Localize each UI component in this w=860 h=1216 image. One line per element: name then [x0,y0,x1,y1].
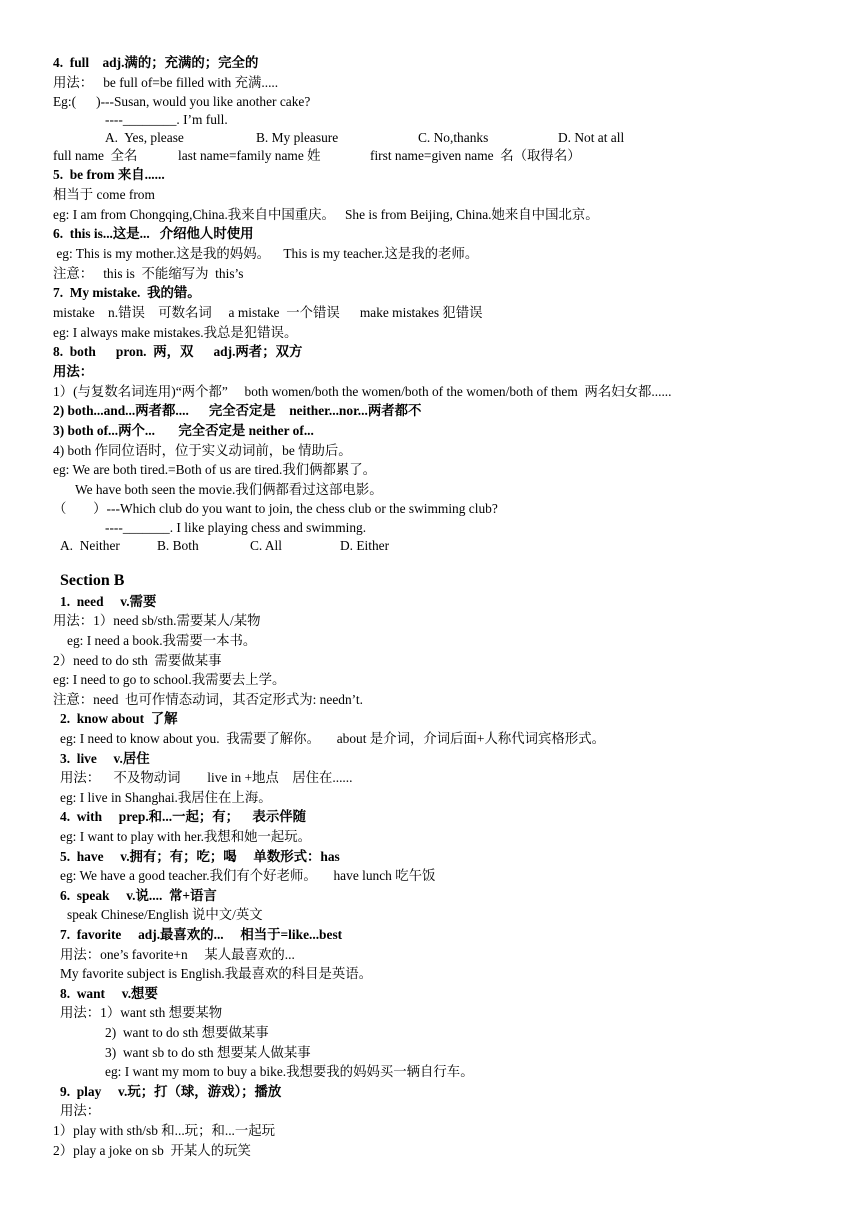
usage-point-4: 4) both 作同位语时，位于实义动词前，be 情助后。 [53,443,352,458]
item-6-heading: 6. this is...这是... 介绍他人时使用 [53,226,254,241]
usage-point-1: 1）(与复数名词连用)“两个都” both women/both the women/both of the women/both of them 两名妇女都...... [53,384,672,399]
item-6-heading: 6. speak v.说.... 常+语言 [60,888,217,903]
example-line: eg: I want to play with her.我想和她一起玩。 [60,829,312,844]
option-b: B. My pleasure [256,130,339,145]
item-3-heading: 3. live v.居住 [60,751,150,766]
usage-line: 3) want sb to do sth 想要某人做某事 [105,1045,311,1060]
example-line: eg: I need a book.我需要一本书。 [67,633,257,648]
text-line: 相当于 come from [53,187,155,202]
vocab-line: mistake n.错误 可数名词 a mistake 一个错误 make mistakes 犯错误 [53,305,483,320]
item-7-heading: 7. favorite adj.最喜欢的... 相当于=like...best [60,927,343,942]
item-4-heading: 4. with prep.和...一起；有； 表示伴随 [60,809,306,824]
usage-point-2: 2) both...and...两者都.... 完全否定是 neither...nor...两者都不 [53,403,422,418]
example-line: eg: I need to go to school.我需要去上学。 [53,672,286,687]
item-1-heading: 1. need v.需要 [60,594,157,609]
option-c: C. No,thanks [418,130,489,145]
example-line: We have both seen the movie.我们俩都看过这部电影。 [75,482,383,497]
item-4-full-heading: 4. full adj.满的；充满的；完全的 [53,55,259,70]
example-line: speak Chinese/English 说中文/英文 [67,907,263,922]
section-b-heading: Section B [60,572,125,589]
item-5-heading: 5. be from 来自...... [53,167,165,182]
option-c: C. All [250,538,282,553]
usage-point-3: 3) both of...两个... 完全否定是 neither of... [53,423,314,438]
example-line: My favorite subject is English.我最喜欢的科目是英语。 [60,966,373,981]
usage-line: 用法： 不及物动词 live in +地点 居住在...... [60,770,353,785]
exercise-question: （ ）---Which club do you want to join, the chess club or the swimming club? [53,501,498,516]
example-question: Eg:( )---Susan, would you like another cake? [53,94,311,109]
item-8-heading: 8. want v.想要 [60,986,158,1001]
example-answer: ----________. I’m full. [105,112,228,127]
option-a: A. Neither [60,538,120,553]
exercise-answer: ----_______. I like playing chess and swimming. [105,520,367,535]
usage-line: 用法：1）want sth 想要某物 [60,1005,223,1020]
note-line: 注意：need 也可作情态动词，其否定形式为: needn’t. [53,692,363,707]
option-b: B. Both [157,538,199,553]
item-9-heading: 9. play v.玩；打（球，游戏）；播放 [60,1084,282,1099]
note-line: 注意： this is 不能缩写为 this’s [53,266,244,281]
usage-line: 2) want to do sth 想要做某事 [105,1025,269,1040]
usage-line: 用法：1）need sb/sth.需要某人/某物 [53,613,261,628]
option-a: A. Yes, please [105,130,184,145]
item-7-heading: 7. My mistake. 我的错。 [53,285,201,300]
usage-label: 用法： [60,1103,101,1118]
example-line: eg: I always make mistakes.我总是犯错误。 [53,325,298,340]
example-line: eg: We have a good teacher.我们有个好老师。 have lunch 吃午饭 [60,868,436,883]
example-line: eg: I live in Shanghai.我居住在上海。 [60,790,272,805]
option-d: D. Not at all [558,130,625,145]
option-d: D. Either [340,538,390,553]
usage-line: 用法：one’s favorite+n 某人最喜欢的... [60,947,295,962]
usage-label: 用法： [53,364,94,379]
example-line: eg: We are both tired.=Both of us are tired.我们俩都累了。 [53,462,377,477]
item-2-heading: 2. know about 了解 [60,711,178,726]
example-line: eg: This is my mother.这是我的妈妈。 This is my teacher.这是我的老师。 [53,246,479,261]
usage-line: 2）need to do sth 需要做某事 [53,653,222,668]
example-line: eg: I need to know about you. 我需要了解你。 about 是介词，介词后面+人称代词宾格形式。 [60,731,605,746]
usage-line: 2）play a joke on sb 开某人的玩笑 [53,1143,251,1158]
vocab-first-name: first name=given name 名（取得名） [370,148,581,163]
usage-line: 用法： be full of=be filled with 充满..... [53,75,279,90]
vocab-full-name: full name 全名 [53,148,138,163]
item-5-heading: 5. have v.拥有；有；吃；喝 单数形式：has [60,849,340,864]
usage-line: 1）play with sth/sb 和...玩；和...一起玩 [53,1123,276,1138]
example-line: eg: I want my mom to buy a bike.我想要我的妈妈买一辆自行车。 [105,1064,474,1079]
item-8-heading: 8. both pron. 两，双 adj.两者；双方 [53,344,303,359]
vocab-last-name: last name=family name 姓 [178,148,321,163]
example-line: eg: I am from Chongqing,China.我来自中国重庆。 She is from Beijing, China.她来自中国北京。 [53,207,599,222]
